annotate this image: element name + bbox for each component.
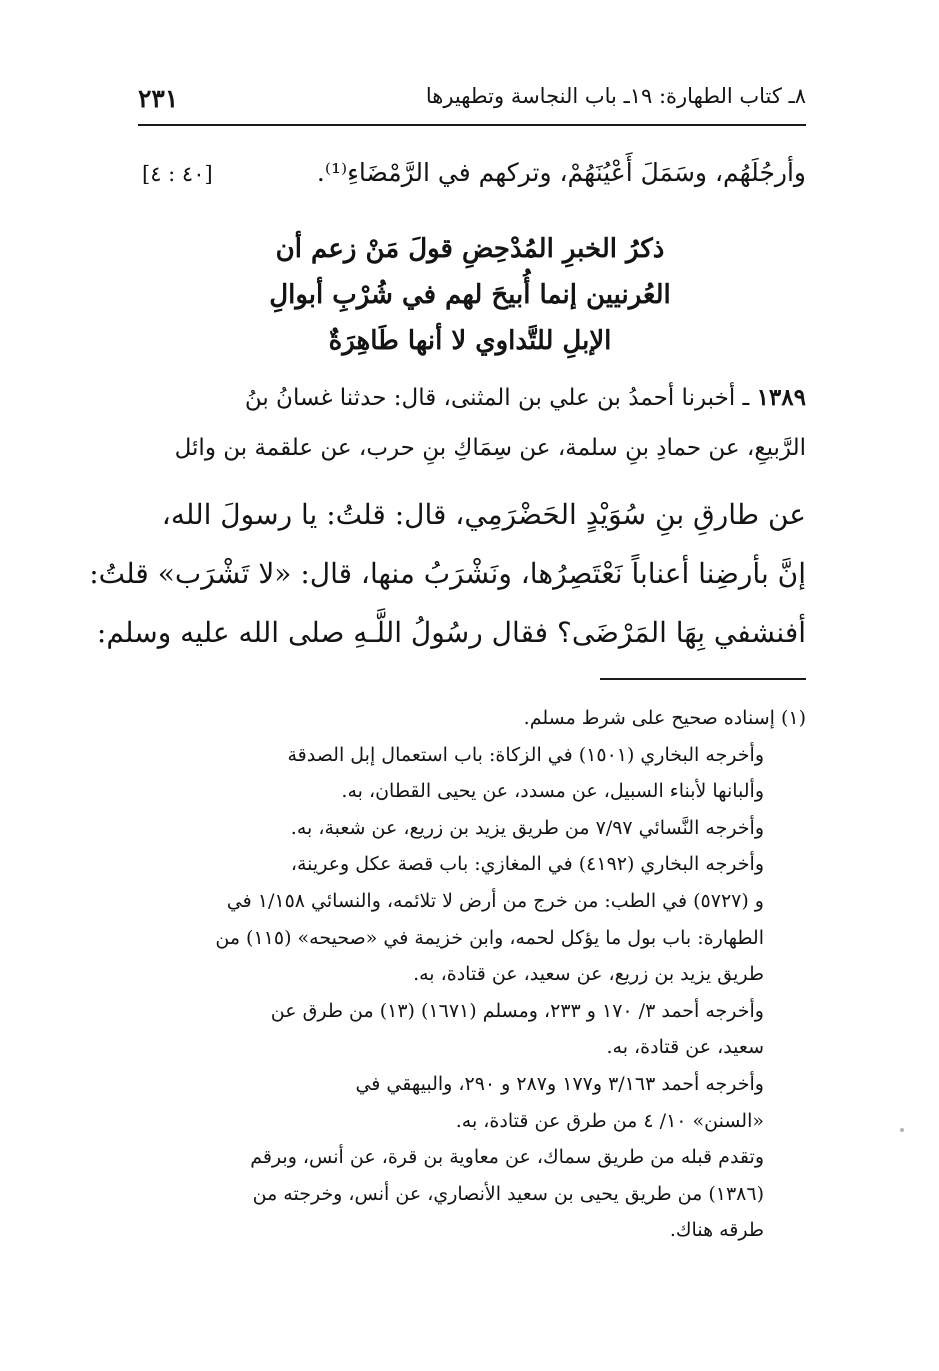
header-title: ٨ـ كتاب الطهارة: ١٩ـ باب النجاسة وتطهيرها xyxy=(425,84,806,108)
heading-line: ذكرُ الخبرِ المُدْحِضِ قولَ مَنْ زعم أن xyxy=(275,234,665,264)
footnote-line: الطهارة: باب بول ما يؤكل لحمه، وابن خزيمة في «صحيحه» (١١٥) من xyxy=(215,926,764,949)
page-number: ٢٣١ xyxy=(138,84,179,113)
footnote-separator xyxy=(600,678,806,680)
footnote-line: وأخرجه النَّسائي ٧/٩٧ من طريق يزيد بن زريع، عن شعبة، به. xyxy=(290,816,764,839)
running-header xyxy=(138,84,806,124)
footnote-line: و (٥٧٢٧) في الطب: من خرج من أرض لا تلائمه، والنسائي ١/١٥٨ في xyxy=(226,889,764,912)
hadith-line: إنَّ بأرضِنا أعناباً نَعْتَصِرُها، ونَشْرَبُ منها، قال: «لا تَشْرَب» قلتُ: xyxy=(89,557,806,590)
footnotes xyxy=(150,700,806,1249)
footnote-line xyxy=(150,700,806,737)
hadith-line: عن طارقِ بنِ سُوَيْدٍ الحَضْرَمِي، قال: قلتُ: يا رسولَ الله، xyxy=(161,498,806,531)
hadith-chain xyxy=(150,373,806,473)
hadith-text xyxy=(89,485,806,662)
footnote-line: وأخرجه البخاري (١٥٠١) في الزكاة: باب استعمال إبل الصدقة xyxy=(287,743,764,766)
hadith-number: ١٣٨٩ xyxy=(756,384,806,411)
footnote-line: طريق يزيد بن زريع، عن سعيد، عن قتادة، به. xyxy=(413,963,764,986)
footnote-line: وأخرجه البخاري (٤١٩٢) في المغازي: باب قصة عكل وعرينة، xyxy=(290,853,764,876)
scan-speck xyxy=(900,1128,904,1132)
continuation-line xyxy=(138,158,806,202)
footnote-line: وتقدم قبله من طريق سماك، عن معاوية بن قرة، عن أنس، وبرقم xyxy=(250,1146,764,1169)
heading-line: الإبلِ للتَّداوي لا أنها طَاهِرَةٌ xyxy=(328,326,612,356)
header-rule xyxy=(138,124,806,126)
footnote-line: «السنن» ١٠/ ٤ من طرق عن قتادة، به. xyxy=(455,1109,764,1132)
footnote-line: طرقه هناك. xyxy=(669,1219,764,1242)
footnote-line: وأخرجه أحمد ٣/ ١٧٠ و ٢٣٣، ومسلم (١٦٧١) (١٣) من طرق عن xyxy=(270,999,764,1022)
hadith-line: الرَّبيعِ، عن حمادِ بنِ سلمة، عن سِمَاكِ بنِ حرب، عن علقمة بن وائل xyxy=(174,435,806,461)
footnote-text: إسناده صحيح على شرط مسلم. xyxy=(523,707,775,729)
hadith-line xyxy=(150,373,806,423)
footnote-line: وألبانها لأبناء السبيل، عن مسدد، عن يحيى القطان، به. xyxy=(341,780,764,803)
heading-line: العُرنيين إنما أُبيحَ لهم في شُرْبِ أبوالِ xyxy=(269,280,671,310)
continuation-text: وأرجُلَهُم، وسَمَلَ أَعْيُنَهُمْ، وتركهم في الرَّمْضَاءِ⁽¹⁾. xyxy=(316,158,806,187)
footnote-line: وأخرجه أحمد ٣/١٦٣ و١٧٧ و٢٨٧ و ٢٩٠، والبيهقي في xyxy=(355,1072,764,1095)
hadith-line: أفنشفي بِهَا المَرْضَى؟ فقال رسُولُ اللَّـهِ صلى الله عليه وسلم: xyxy=(96,616,806,649)
hadith-line-text: ـ أخبرنا أحمدُ بن علي بن المثنى، قال: حدثنا غسانُ بنُ xyxy=(244,385,750,411)
footnote-line: (١٣٨٦) من طريق يحيى بن سعيد الأنصاري، عن أنس، وخرجته من xyxy=(252,1182,764,1205)
footnote-line: سعيد، عن قتادة، به. xyxy=(606,1036,764,1059)
footnote-number: (١) xyxy=(780,707,806,729)
chapter-heading xyxy=(200,226,740,364)
reference-mark: [٤٠ : ٤] xyxy=(142,162,213,186)
